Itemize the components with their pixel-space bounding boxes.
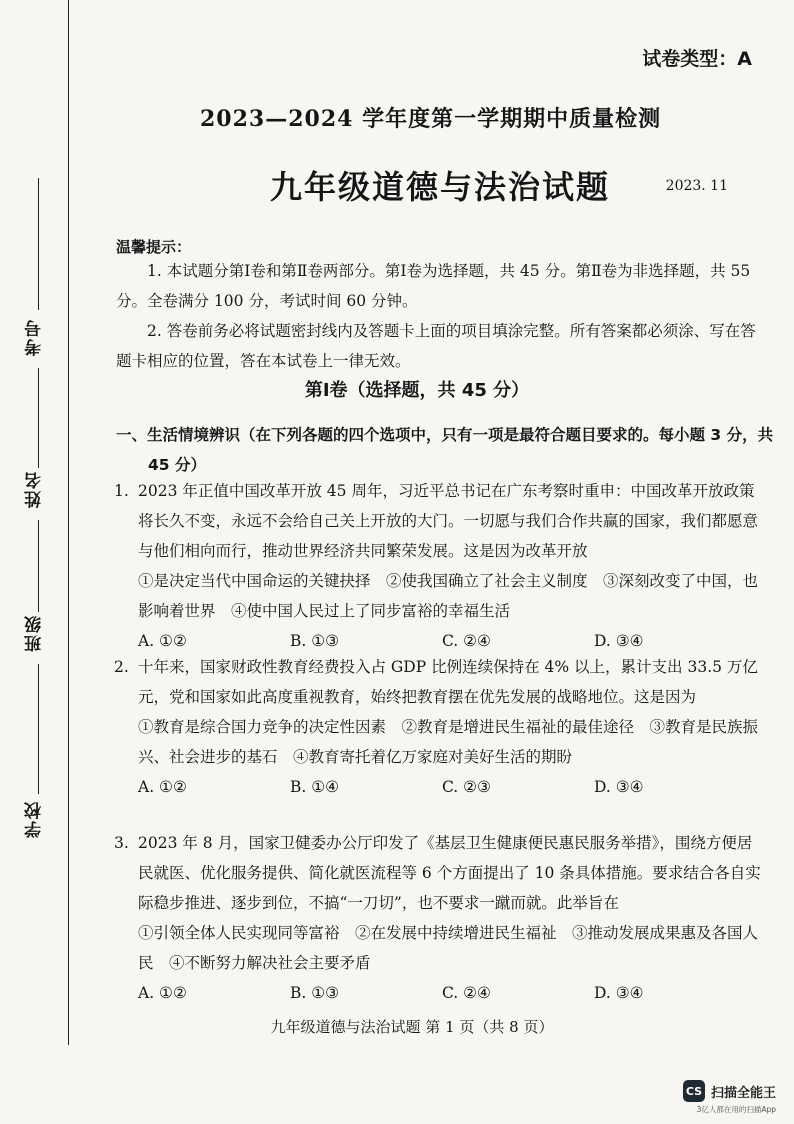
exam-subtitle: 2023—2024 学年度第一学期期中质量检测	[200, 106, 662, 132]
tips-heading: 温馨提示：	[116, 238, 192, 256]
option-d[interactable]: D. ③④	[594, 632, 644, 650]
class-label: 班级	[25, 614, 45, 652]
page-footer: 九年级道德与法治试题 第 1 页（共 8 页）	[270, 1018, 554, 1036]
question-stem	[114, 476, 766, 566]
option-a[interactable]: A. ①②	[138, 984, 187, 1002]
option-a[interactable]: A. ①②	[138, 778, 187, 796]
section-title: 第Ⅰ卷（选择题，共 45 分）	[304, 380, 530, 401]
question-text: 2023 年正值中国改革开放 45 周年，习近平总书记在广东考察时重申：中国改革开放政策将长久不变，永远不会给自己关上开放的大门。一切愿与我们合作共赢的国家，我们都愿意与他们相向而行，推动世界经济共同繁荣发展。这是因为改革开放	[138, 482, 759, 560]
options-row	[114, 772, 766, 802]
watermark-tagline: 3亿人都在用的扫描App	[696, 1105, 776, 1114]
name-label: 姓名	[25, 470, 45, 508]
question-2	[114, 652, 766, 802]
question-stem	[114, 652, 766, 712]
option-c[interactable]: C. ②④	[442, 632, 491, 650]
option-d[interactable]: D. ③④	[594, 984, 644, 1002]
question-3	[114, 828, 766, 1008]
watermark-name: 扫描全能王	[710, 1085, 776, 1101]
binding-line	[68, 0, 69, 1045]
question-1	[114, 476, 766, 656]
question-text: 十年来，国家财政性教育经费投入占 GDP 比例连续保持在 4% 以上，累计支出 33.5 万亿元，党和国家如此高度重视教育，始终把教育摆在优先发展的战略地位。这是因为	[138, 658, 758, 706]
tip-item-2: 2. 答卷前务必将试题密封线内及答题卡上面的项目填涂完整。所有答案都必须涂、写在答题卡相应的位置，答在本试卷上一律无效。	[116, 322, 756, 370]
option-b[interactable]: B. ①③	[290, 984, 340, 1002]
exam-no-label: 考号	[25, 318, 45, 356]
question-number: 1.	[114, 482, 129, 500]
question-text: 2023 年 8 月，国家卫健委办公厅印发了《基层卫生健康便民惠民服务举措》，围绕方便居民就医、优化服务提供、简化就医流程等 6 个方面提出了 10 条具体措施。要求结合各自实际稳步推进、逐步到位，不搞“一刀切”，也不要求一蹴而就。此举旨在	[138, 834, 761, 912]
page-title: 九年级道德与法治试题	[270, 168, 611, 206]
exam-type: 试卷类型：A	[642, 48, 752, 70]
question-statements: ①引领全体人民实现同等富裕 ②在发展中持续增进民生福祉 ③推动发展成果惠及各国人民 ④不断努力解决社会主要矛盾	[138, 924, 759, 972]
question-statements: ①是决定当代中国命运的关键抉择 ②使我国确立了社会主义制度 ③深刻改变了中国，也影响着世界 ④使中国人民过上了同步富裕的幸福生活	[138, 572, 759, 620]
school-line	[38, 664, 39, 794]
option-b[interactable]: B. ①④	[290, 778, 340, 796]
question-number: 3.	[114, 834, 129, 852]
exam-date: 2023. 11	[665, 178, 728, 194]
question-statements: ①教育是综合国力竞争的决定性因素 ②教育是增进民生福祉的最佳途径 ③教育是民族振兴、社会进步的基石 ④教育寄托着亿万家庭对美好生活的期盼	[138, 718, 759, 766]
option-c[interactable]: C. ②③	[442, 778, 491, 796]
option-d[interactable]: D. ③④	[594, 778, 644, 796]
school-label: 学校	[25, 800, 45, 838]
exam-no-line	[38, 178, 39, 310]
scanner-watermark	[683, 1080, 776, 1115]
watermark-row	[683, 1080, 776, 1102]
part-heading: 一、生活情境辨识（在下列各题的四个选项中，只有一项是最符合题目要求的。每小题 3 分，共 45 分）	[116, 426, 774, 474]
options-row	[114, 978, 766, 1008]
question-number: 2.	[114, 658, 129, 676]
tip-item-1: 1. 本试题分第Ⅰ卷和第Ⅱ卷两部分。第Ⅰ卷为选择题，共 45 分。第Ⅱ卷为非选择题，共 55 分。全卷满分 100 分，考试时间 60 分钟。	[116, 262, 751, 310]
class-line	[38, 520, 39, 612]
question-stem	[114, 828, 766, 918]
camscanner-logo-icon: CS	[683, 1080, 705, 1102]
option-a[interactable]: A. ①②	[138, 632, 187, 650]
option-c[interactable]: C. ②④	[442, 984, 491, 1002]
option-b[interactable]: B. ①③	[290, 632, 340, 650]
